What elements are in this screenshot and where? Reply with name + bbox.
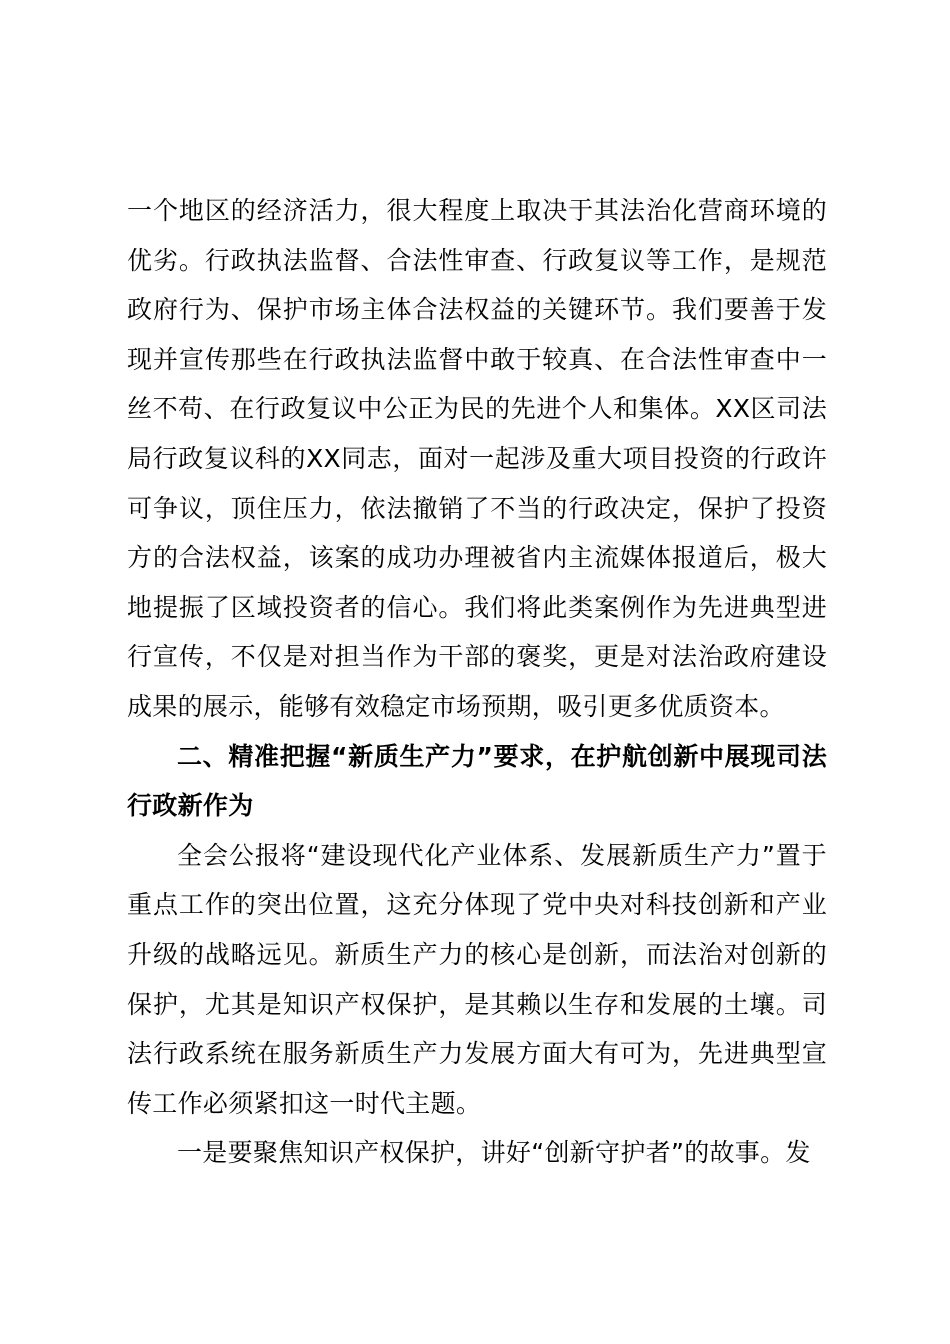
paragraph-new-productivity: 全会公报将“建设现代化产业体系、发展新质生产力”置于重点工作的突出位置，这充分体现了党中央对科技创新和产业升级的战略远见。新质生产力的核心是创新，而法治对创新的保护，尤其是知识产权保护，是其赖以生存和发展的土壤。司法行政系统在服务新质生产力发展方面大有可为，先进典型宣传工作必须紧扣这一时代主题。 (127, 840, 827, 1118)
section-heading-two: 二、精准把握“新质生产力”要求，在护航创新中展现司法行政新作为 (127, 741, 827, 821)
paragraph-business-environment: 一个地区的经济活力，很大程度上取决于其法治化营商环境的优劣。行政执法监督、合法性审查、行政复议等工作，是规范政府行为、保护市场主体合法权益的关键环节。我们要善于发现并宣传那些在行政执法监督中敢于较真、在合法性审查中一丝不苟、在行政复议中公正为民的先进个人和集体。XX区司法局行政复议科的XX同志，面对一起涉及重大项目投资的行政许可争议，顶住压力，依法撤销了不当的行政决定，保护了投资方的合法权益，该案的成功办理被省内主流媒体报道后，极大地提振了区域投资者的信心。我们将此类案例作为先进典型进行宣传，不仅是对担当作为干部的褒奖，更是对法治政府建设成果的展示，能够有效稳定市场预期，吸引更多优质资本。 (127, 196, 827, 721)
document-body (127, 186, 827, 1178)
paragraph-ip-protection: 一是要聚焦知识产权保护，讲好“创新守护者”的故事。发 (177, 1138, 811, 1168)
